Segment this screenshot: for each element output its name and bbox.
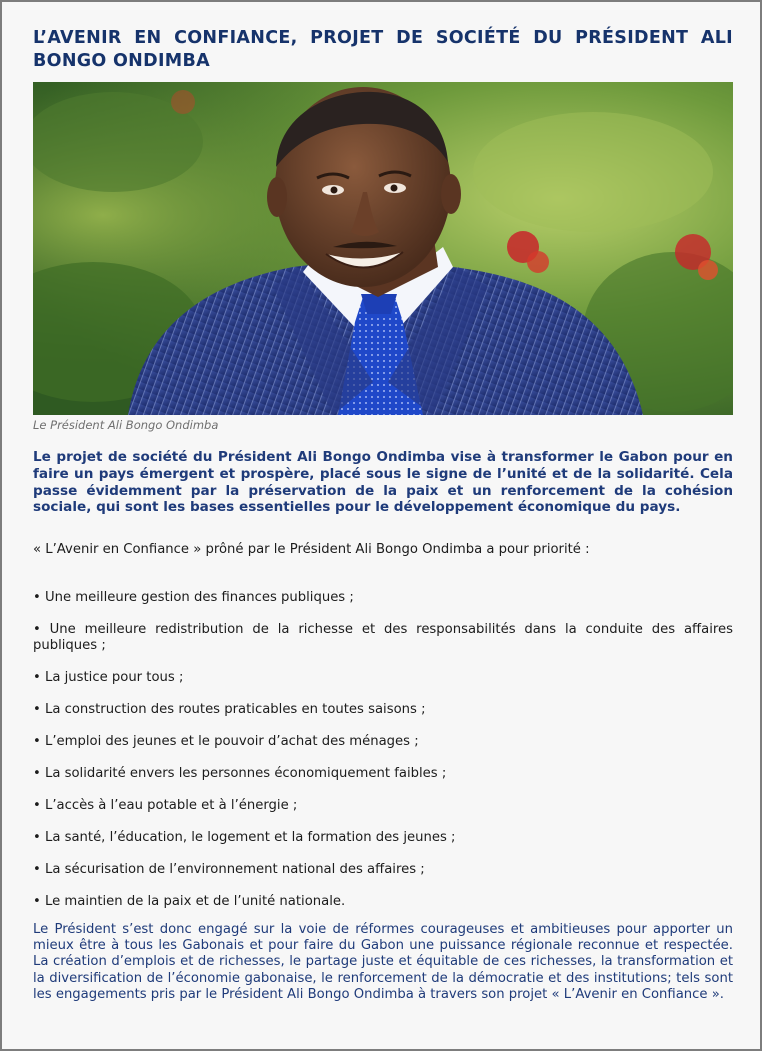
priority-item: • La solidarité envers les personnes économiquement faibles ; [33,766,447,781]
intro-paragraph: Le projet de société du Président Ali Bongo Ondimba vise à transformer le Gabon pour en faire un pays émergent et prospère, placé sous le signe de l’unité et de la solidarité. Cela passe évidemment par la préservation de la paix et un renforcement de la cohésion sociale, qui sont les bases essentielles pour le développement économique du pays. [33,449,733,516]
president-photo [33,82,733,415]
photo-caption: Le Président Ali Bongo Ondimba [33,418,219,432]
priorities-lead: « L’Avenir en Confiance » prôné par le Président Ali Bongo Ondimba a pour priorité : [33,542,590,557]
closing-paragraph: Le Président s’est donc engagé sur la voie de réformes courageuses et ambitieuses pour apporter un mieux être à tous les Gabonais et pour faire du Gabon une puissance régionale reconnue et respectée. La création d’emplois et de richesses, le partage juste et équitable de ces richesses, la transformation et la diversification de l’économie gabonaise, le renforcement de la démocratie et des institutions; tels sont les engagements pris par le Président Ali Bongo Ondimba à travers son projet « L’Avenir en Confiance ». [33,922,733,1002]
priority-item: • Une meilleure gestion des finances publiques ; [33,590,354,605]
priorities-list [33,590,733,910]
priority-item: • Le maintien de la paix et de l’unité nationale. [33,894,346,909]
article-title: L’AVENIR EN CONFIANCE, PROJET DE SOCIÉTÉ DU PRÉSIDENT ALI BONGO ONDIMBA [33,28,733,71]
priority-item: • La sécurisation de l’environnement national des affaires ; [33,862,425,877]
priority-item: • La santé, l’éducation, le logement et la formation des jeunes ; [33,830,456,845]
priority-item: • La construction des routes praticables en toutes saisons ; [33,702,426,717]
priority-item: • L’accès à l’eau potable et à l’énergie ; [33,798,298,813]
priority-item: • L’emploi des jeunes et le pouvoir d’achat des ménages ; [33,734,419,749]
priority-item: • Une meilleure redistribution de la richesse et des responsabilités dans la conduite des affaires publiques ; [33,622,733,653]
priority-item: • La justice pour tous ; [33,670,184,685]
